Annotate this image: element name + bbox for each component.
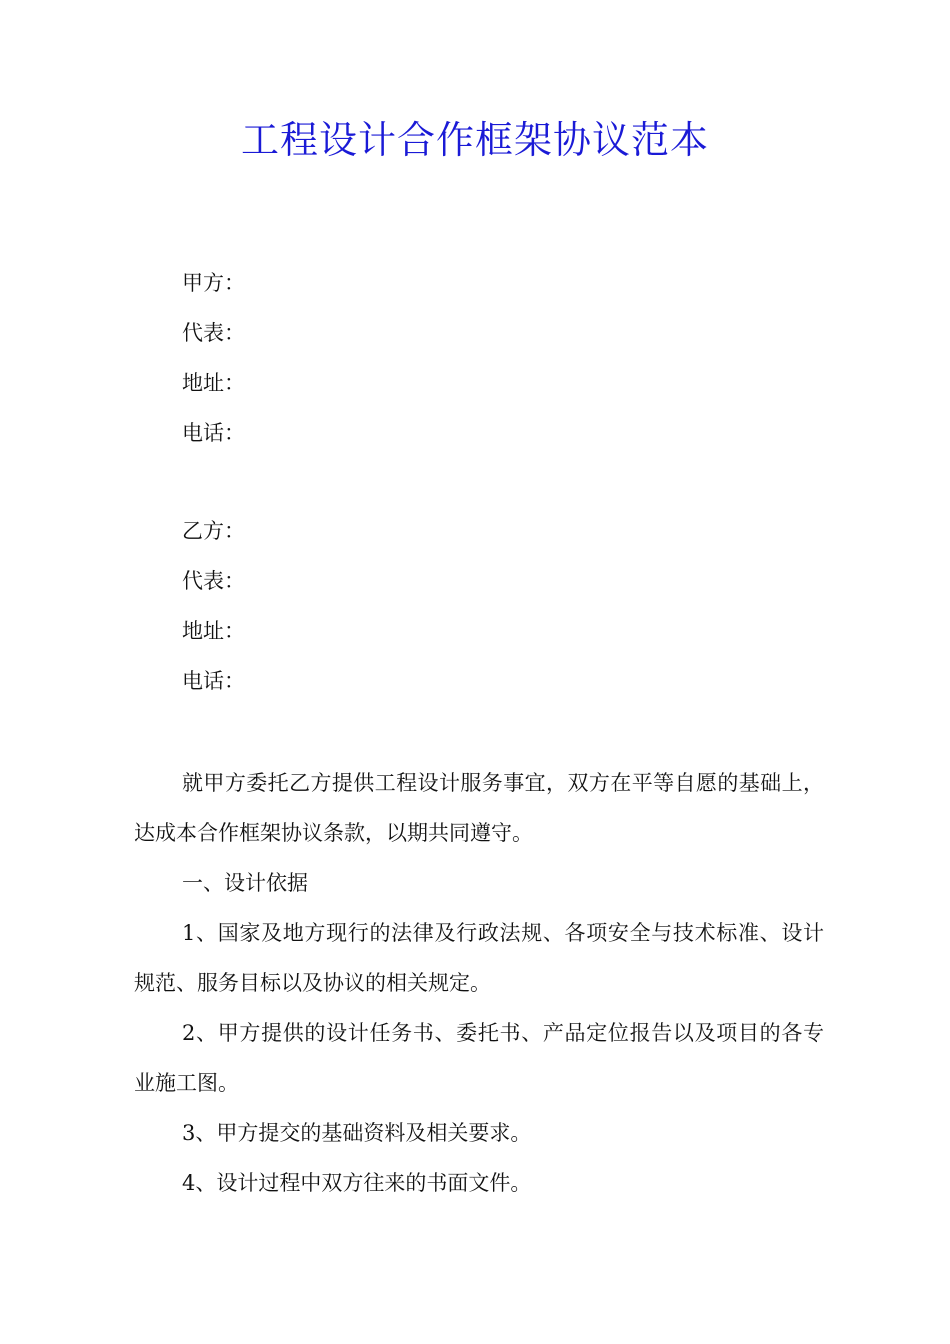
party-b-representative-label: 代表： [182, 569, 245, 593]
party-b-phone-field [182, 662, 822, 712]
party-a-phone-label: 电话： [182, 421, 245, 445]
party-a-block [182, 264, 822, 464]
party-b-representative-field [182, 562, 822, 612]
clause-1: 1、国家及地方现行的法律及行政法规、各项安全与技术标准、设计规范、服务目标以及协议的相关规定。 [134, 921, 824, 995]
party-a-representative-label: 代表： [182, 321, 245, 345]
party-a-phone-field [182, 414, 822, 464]
party-a-name-field [182, 264, 822, 314]
party-a-label: 甲方： [182, 271, 245, 295]
party-b-phone-label: 电话： [182, 669, 245, 693]
agreement-body [134, 758, 824, 1208]
party-a-address-field [182, 364, 822, 414]
party-b-address-field [182, 612, 822, 662]
clause-3: 3、甲方提交的基础资料及相关要求。 [182, 1121, 532, 1145]
document-title: 工程设计合作框架协议范本 [240, 118, 709, 162]
intro-paragraph: 就甲方委托乙方提供工程设计服务事宜，双方在平等自愿的基础上，达成本合作框架协议条款，以期共同遵守。 [134, 771, 824, 845]
clause-2: 2、甲方提供的设计任务书、委托书、产品定位报告以及项目的各专业施工图。 [134, 1021, 824, 1095]
section-heading-design-basis: 一、设计依据 [182, 871, 308, 895]
party-a-address-label: 地址： [182, 371, 245, 395]
party-b-address-label: 地址： [182, 619, 245, 643]
party-b-name-field [182, 512, 822, 562]
party-b-label: 乙方： [182, 519, 245, 543]
party-a-representative-field [182, 314, 822, 364]
clause-4: 4、设计过程中双方往来的书面文件。 [182, 1171, 532, 1195]
party-b-block [182, 512, 822, 712]
